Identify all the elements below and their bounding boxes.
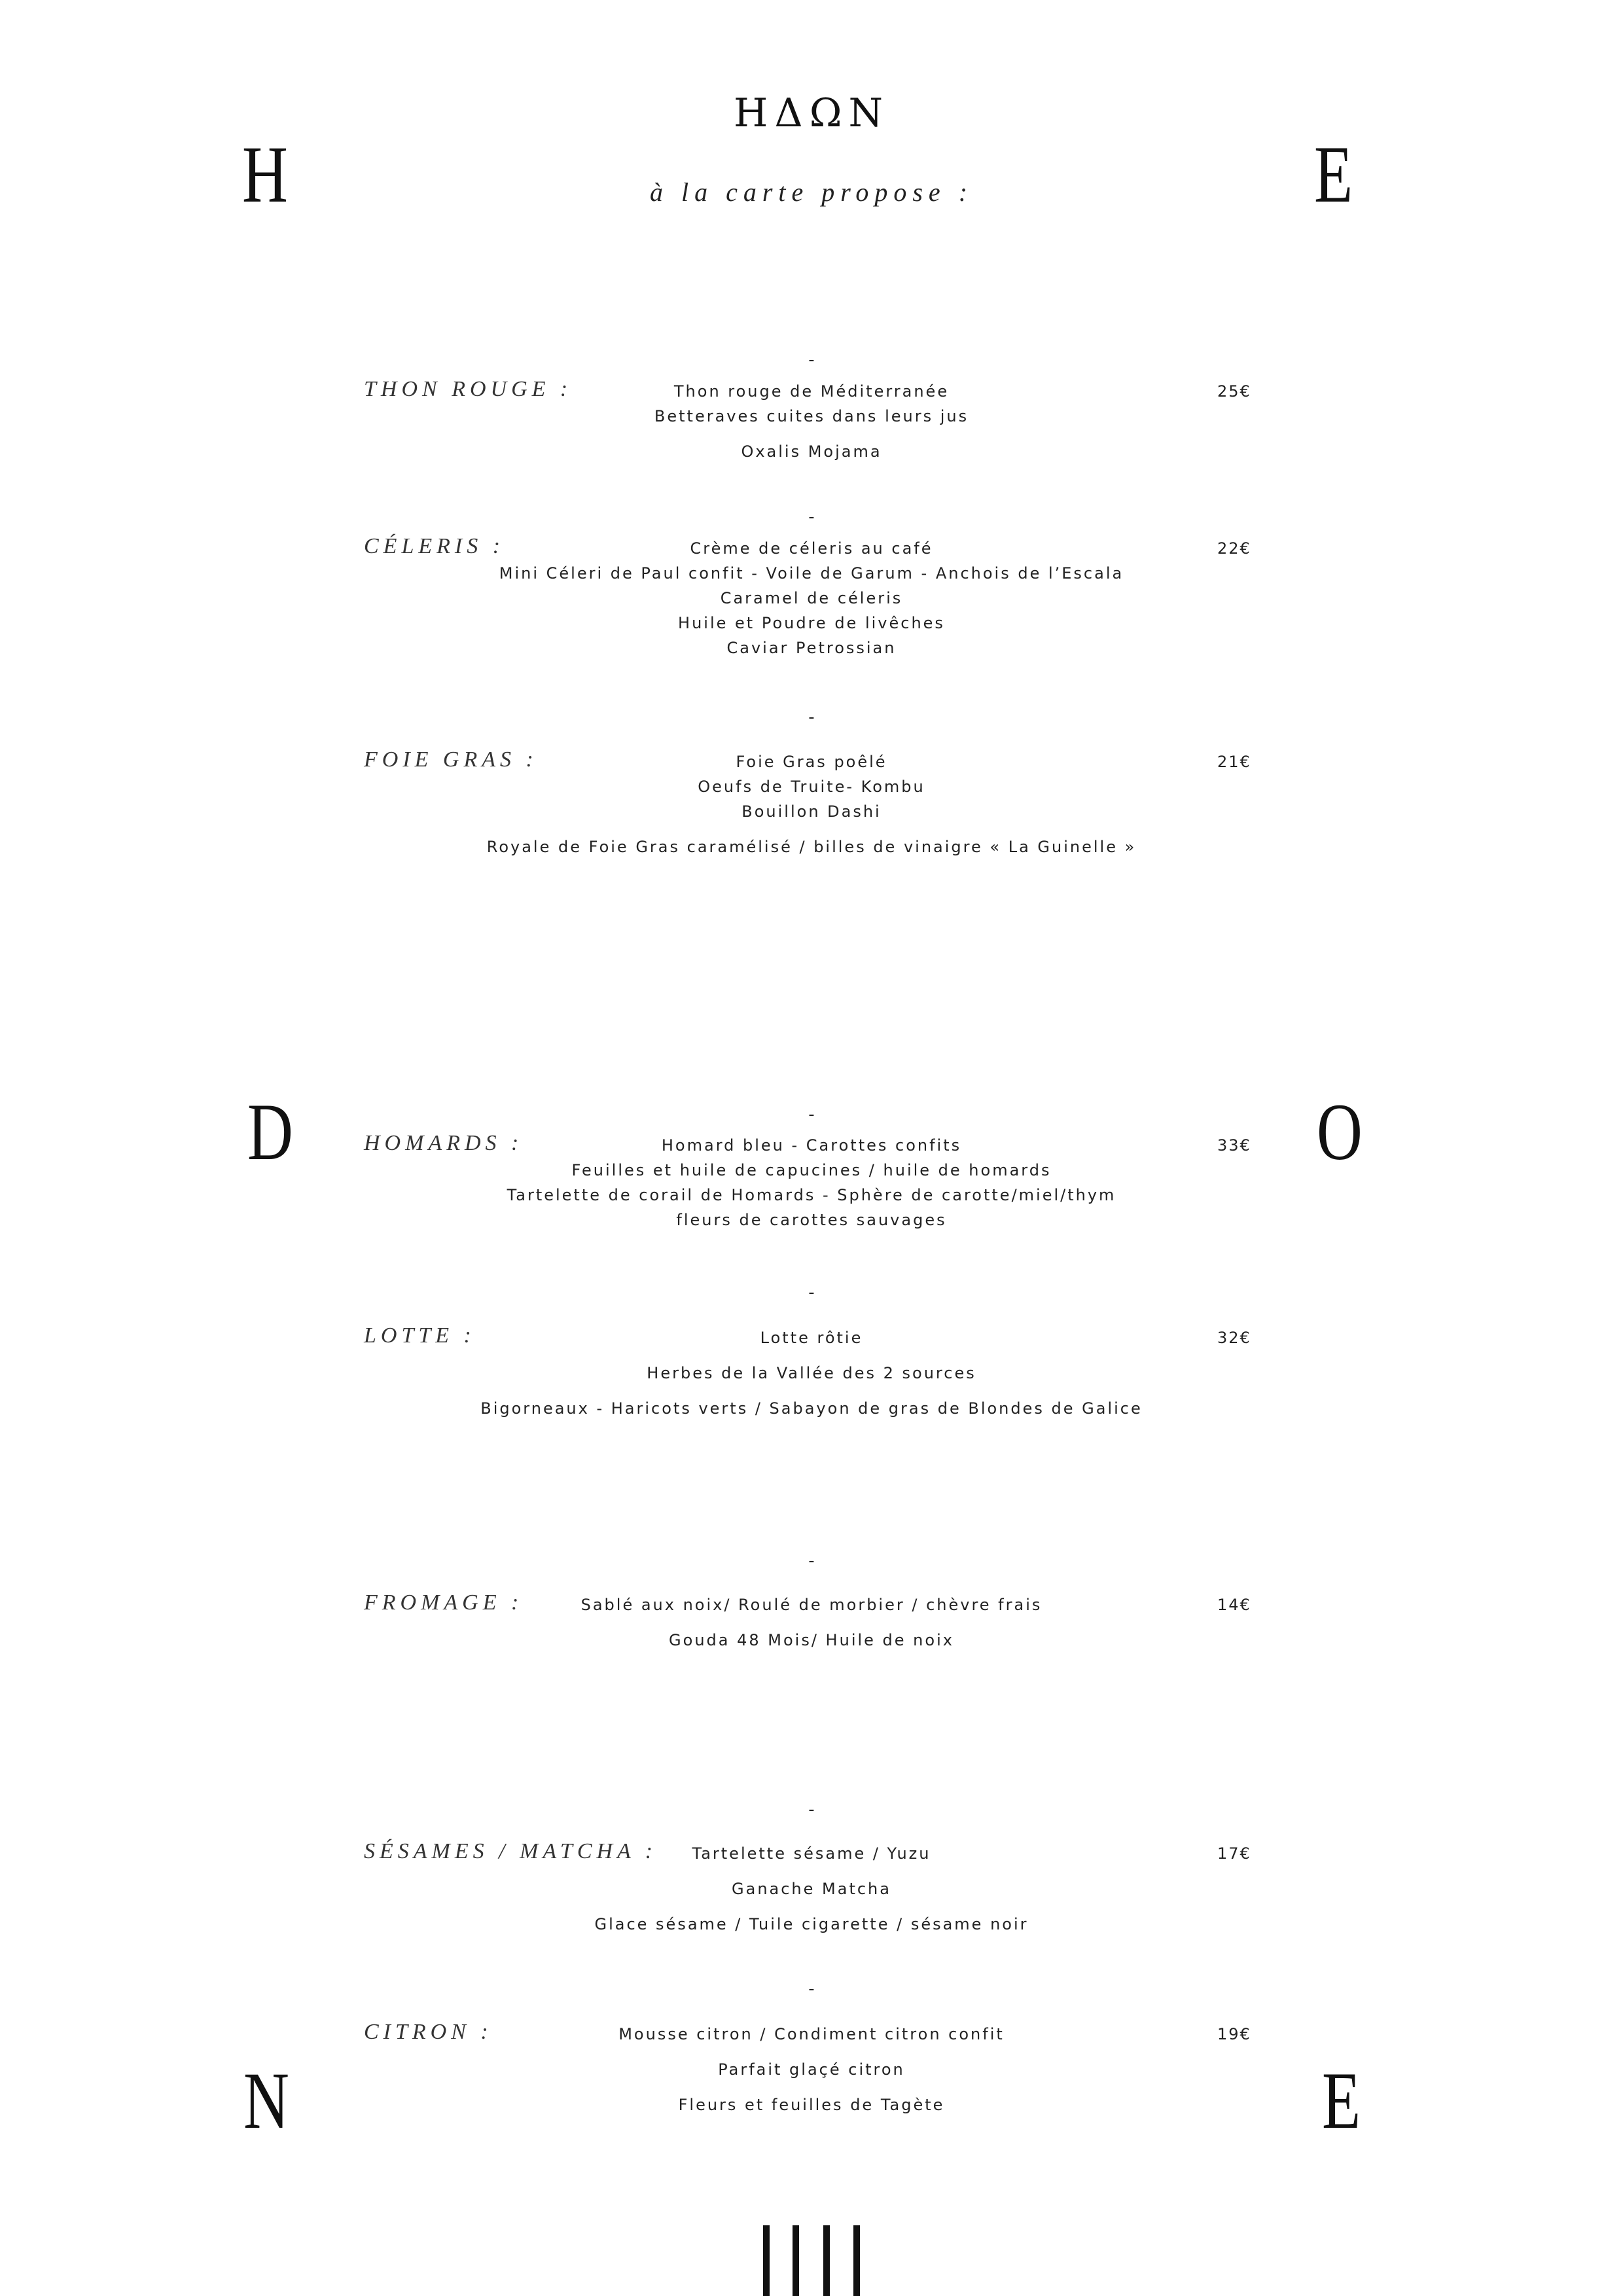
bar-stroke [763, 2225, 770, 2296]
bar-stroke [853, 2225, 860, 2296]
dish-name: FROMAGE : [364, 1590, 524, 1615]
dish-description-line: Homard bleu - Carottes confits [661, 1136, 962, 1155]
menu-subtitle: à la carte propose : [649, 177, 974, 207]
dish-description-line: Caramel de céleris [720, 589, 903, 607]
corner-letter-top-right: E [1314, 130, 1353, 219]
corner-letter-mid-left: D [247, 1087, 293, 1177]
separator-dash: - [808, 1800, 815, 1820]
dish-price: 22€ [1217, 539, 1251, 558]
separator-dash: - [808, 350, 815, 370]
dish-name: HOMARDS : [364, 1131, 524, 1155]
dish-description-line: Fleurs et feuilles de Tagète [678, 2096, 945, 2114]
dish-description-line: Bigorneaux - Haricots verts / Sabayon de gras de Blondes de Galice [480, 1399, 1143, 1418]
dish-description-line: fleurs de carottes sauvages [676, 1211, 947, 1229]
dish-name: CITRON : [364, 2020, 493, 2044]
separator-dash: - [808, 1979, 815, 1999]
corner-letter-bottom-right: E [1322, 2056, 1361, 2145]
dish-description-line: Mini Céleri de Paul confit - Voile de Garum - Anchois de l’Escala [499, 564, 1124, 583]
dish-price: 14€ [1217, 1596, 1251, 1614]
dish-name: FOIE GRAS : [364, 747, 538, 772]
dish-description-line: Betteraves cuites dans leurs jus [654, 407, 969, 425]
dish-description-line: Feuilles et huile de capucines / huile de homards [571, 1161, 1052, 1179]
dish-description-line: Crème de céleris au café [690, 539, 933, 558]
dish-description-line: Foie Gras poêlé [736, 753, 887, 771]
separator-dash: - [808, 708, 815, 727]
separator-dash: - [808, 507, 815, 527]
dish-name: CÉLERIS : [364, 534, 505, 558]
corner-letter-mid-right: O [1317, 1087, 1363, 1177]
corner-letter-top-left: H [242, 130, 288, 219]
dish-description-line: Lotte rôtie [760, 1329, 863, 1347]
dish-price: 33€ [1217, 1136, 1251, 1155]
dish-description-line: Royale de Foie Gras caramélisé / billes de vinaigre « La Guinelle » [486, 838, 1137, 856]
dish-description-line: Tartelette de corail de Homards - Sphère de carotte/miel/thym [507, 1186, 1116, 1204]
corner-letter-bottom-left: N [243, 2056, 289, 2145]
dish-price: 25€ [1217, 382, 1251, 401]
dish-description-line: Oeufs de Truite- Kombu [698, 778, 925, 796]
separator-dash: - [808, 1283, 815, 1302]
dish-name: THON ROUGE : [364, 377, 573, 401]
dish-description-line: Caviar Petrossian [726, 639, 897, 657]
dish-name: SÉSAMES / MATCHA : [364, 1839, 658, 1863]
dish-description-line: Gouda 48 Mois/ Huile de noix [669, 1631, 954, 1649]
restaurant-logo: ΗΔΩΝ [734, 90, 889, 136]
dish-description-line: Glace sésame / Tuile cigarette / sésame noir [594, 1915, 1029, 1933]
dish-price: 19€ [1217, 2025, 1251, 2043]
bar-stroke [793, 2225, 799, 2296]
dish-description-line: Ganache Matcha [732, 1880, 891, 1898]
separator-dash: - [808, 1105, 815, 1124]
dish-description-line: Bouillon Dashi [741, 802, 882, 821]
dish-price: 32€ [1217, 1329, 1251, 1347]
dish-description-line: Huile et Poudre de livêches [678, 614, 945, 632]
dish-description-line: Herbes de la Vallée des 2 sources [647, 1364, 976, 1382]
dish-name: LOTTE : [364, 1323, 476, 1348]
decorative-bars-ornament [763, 2225, 860, 2296]
separator-dash: - [808, 1551, 815, 1571]
dish-description-line: Mousse citron / Condiment citron confit [618, 2025, 1005, 2043]
dish-description-line: Thon rouge de Méditerranée [673, 382, 950, 401]
dish-description-line: Sablé aux noix/ Roulé de morbier / chèvre frais [580, 1596, 1043, 1614]
bar-stroke [823, 2225, 830, 2296]
dish-description-line: Oxalis Mojama [741, 442, 882, 461]
dish-price: 21€ [1217, 753, 1251, 771]
dish-price: 17€ [1217, 1844, 1251, 1863]
dish-description-line: Parfait glaçé citron [718, 2060, 905, 2079]
dish-description-line: Tartelette sésame / Yuzu [692, 1844, 931, 1863]
